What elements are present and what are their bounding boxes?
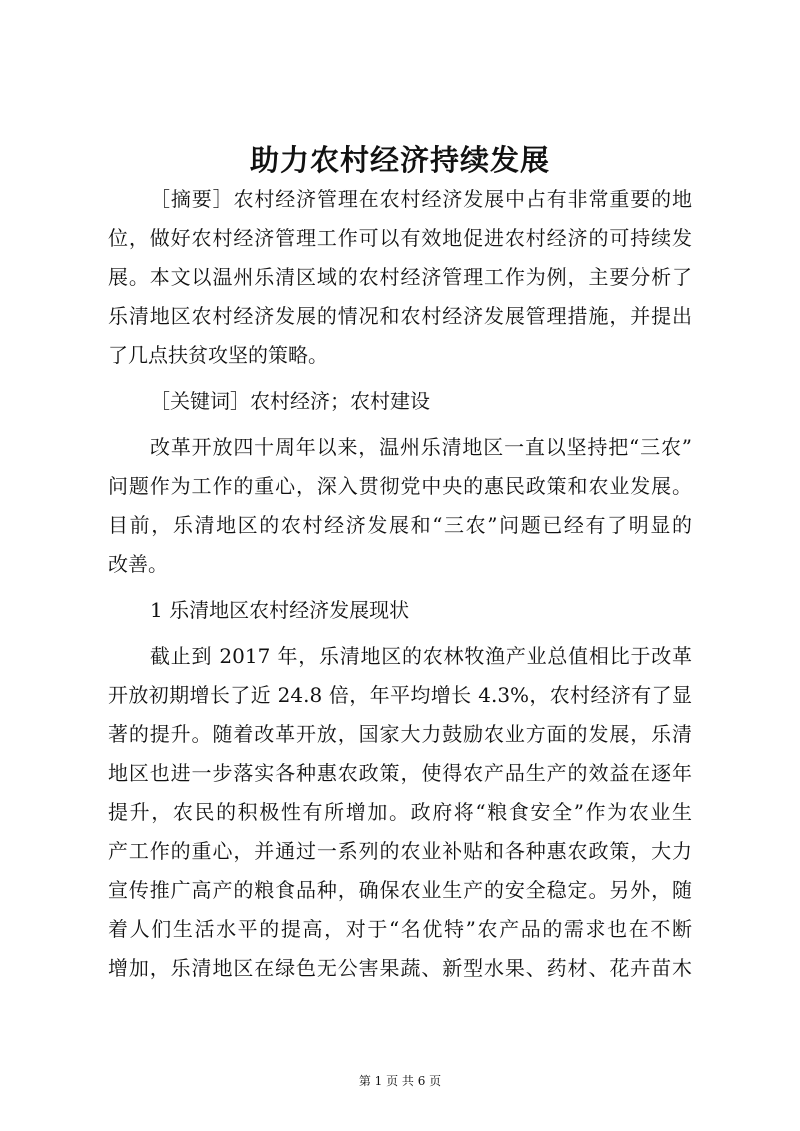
text-line: 著的提升。随着改革开放，国家大力鼓励农业方面的发展，乐清 xyxy=(108,722,692,746)
paragraph xyxy=(108,637,692,988)
text-line: 开放初期增长了近 24.8 倍，年平均增长 4.3%，农村经济有了显 xyxy=(108,683,692,707)
text-line: 改善。 xyxy=(108,552,168,576)
text-line: 位，做好农村经济管理工作可以有效地促进农村经济的可持续发 xyxy=(108,226,692,250)
text-line: ［关键词］农村经济；农村建设 xyxy=(150,389,430,413)
paragraph xyxy=(108,428,692,584)
document-body xyxy=(108,180,692,995)
text-line: 增加，乐清地区在绿色无公害果蔬、新型水果、药材、花卉苗木 xyxy=(108,956,692,980)
page-footer: 第 1 页 共 6 页 xyxy=(358,1074,442,1088)
text-line: 问题作为工作的重心，深入贯彻党中央的惠民政策和农业发展。 xyxy=(108,474,692,498)
text-line: 乐清地区农村经济发展的情况和农村经济发展管理措施，并提出 xyxy=(108,304,692,328)
text-line: 提升，农民的积极性有所增加。政府将“粮食安全”作为农业生 xyxy=(108,800,692,824)
text-line: 宣传推广高产的粮食品种，确保农业生产的安全稳定。另外，随 xyxy=(108,878,692,902)
text-line: 改革开放四十周年以来，温州乐清地区一直以坚持把“三农” xyxy=(150,435,692,459)
document-title: 助力农村经济持续发展 xyxy=(249,143,550,177)
text-line: 了几点扶贫攻坚的策略。 xyxy=(108,343,328,367)
text-line: 目前，乐清地区的农村经济发展和“三农”问题已经有了明显的 xyxy=(108,513,692,537)
paragraph xyxy=(108,382,692,421)
text-line: ［摘要］农村经济管理在农村经济发展中占有非常重要的地 xyxy=(150,187,692,211)
paragraph xyxy=(108,180,692,375)
text-line: 产工作的重心，并通过一系列的农业补贴和各种惠农政策，大力 xyxy=(108,839,692,863)
text-line: 着人们生活水平的提高，对于“名优特”农产品的需求也在不断 xyxy=(108,917,692,941)
text-line: 1 乐清地区农村经济发展现状 xyxy=(150,598,410,622)
text-line: 展。本文以温州乐清区域的农村经济管理工作为例，主要分析了 xyxy=(108,265,692,289)
text-line: 截止到 2017 年，乐清地区的农林牧渔产业总值相比于改革 xyxy=(150,644,692,668)
paragraph xyxy=(108,591,692,630)
text-line: 地区也进一步落实各种惠农政策，使得农产品生产的效益在逐年 xyxy=(108,761,692,785)
